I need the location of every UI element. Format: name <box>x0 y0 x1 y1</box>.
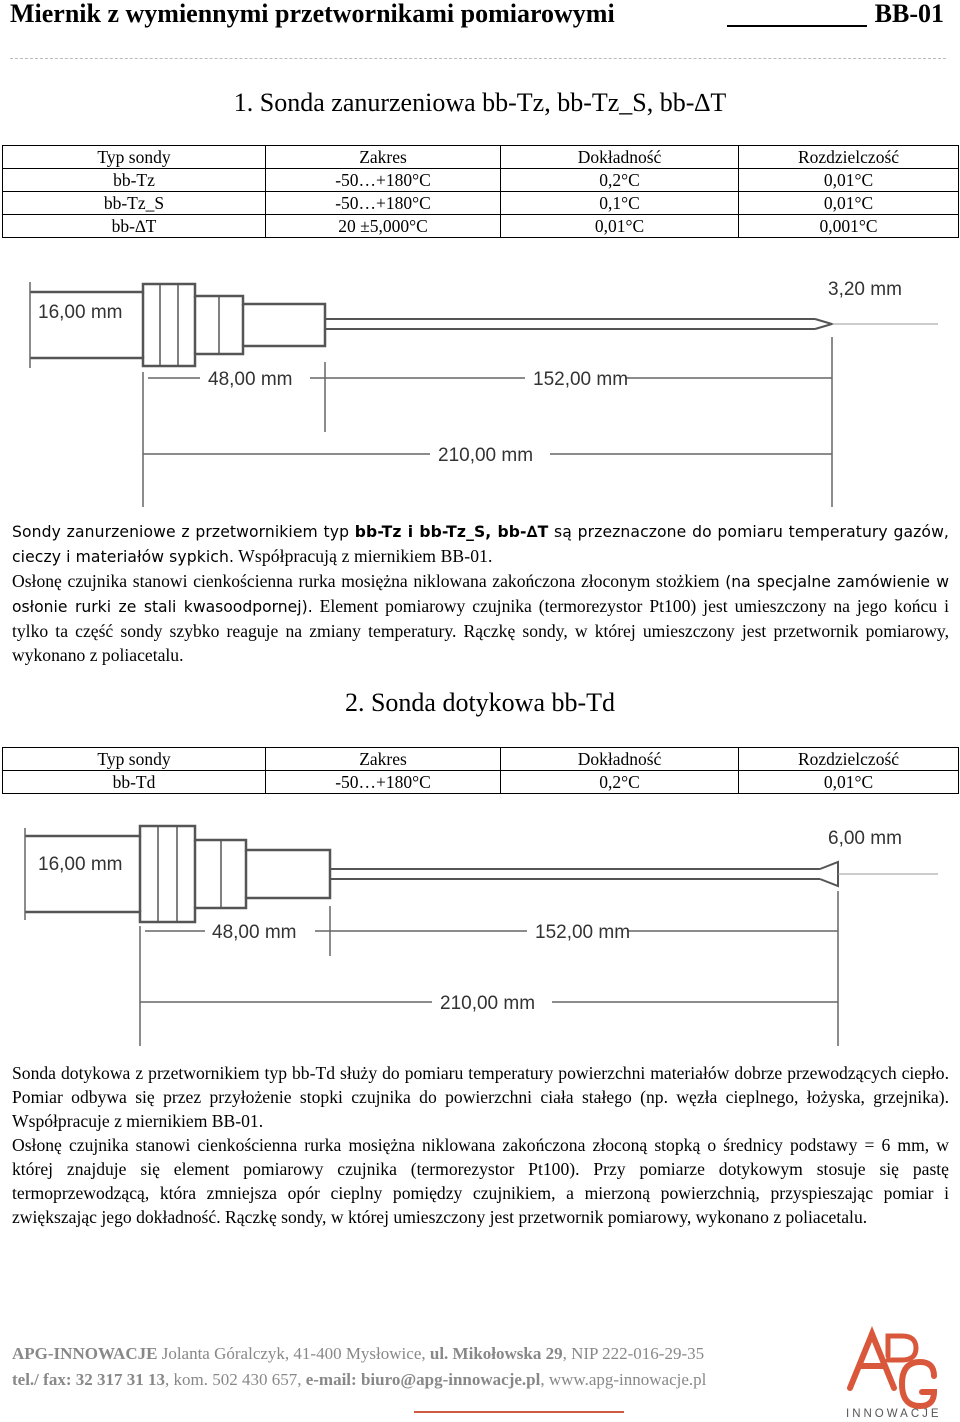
table-cell: bb-Tz_S <box>3 192 266 215</box>
table-cell: bb-∆T <box>3 215 266 238</box>
table-header-cell: Rozdzielczość <box>739 146 959 169</box>
section2-title: 2. Sonda dotykowa bb-Td <box>344 688 616 717</box>
website-link[interactable]: , www.apg-innowacje.pl <box>540 1370 707 1389</box>
table-cell: 0,2°C <box>501 169 739 192</box>
handle-length-label: 48,00 mm <box>212 922 297 943</box>
total-length-label: 210,00 mm <box>438 445 534 466</box>
owner-city: Jolanta Góralczyk, 41-400 Mysłowice, <box>157 1344 430 1363</box>
table-cell: 0,01°C <box>739 169 959 192</box>
section1-title: 1. Sonda zanurzeniowa bb-Tz, bb-Tz_S, bb-∆T <box>233 88 727 117</box>
table-cell: 20 ±5,000°C <box>266 215 501 238</box>
table-cell: 0,01°C <box>739 771 959 794</box>
probe-types-bold: bb-Tz i bb-Tz_S, bb-∆T <box>354 523 549 541</box>
table-header-cell: Typ sondy <box>3 146 266 169</box>
table-cell: -50…+180°C <box>266 169 501 192</box>
table-row <box>3 215 959 238</box>
table-row <box>3 771 959 794</box>
tip-label: 3,20 mm <box>828 279 902 300</box>
phone: tel./ fax: 32 317 31 13 <box>12 1370 165 1389</box>
handle-length-label: 48,00 mm <box>208 369 293 390</box>
email-link[interactable]: e-mail: biuro@apg-innowacje.pl <box>305 1370 541 1389</box>
text-run: (na specjalne zamówienie w osłonie rurki ze stali kwasoodpornej). <box>12 573 949 616</box>
total-length-label: 210,00 mm <box>440 993 536 1014</box>
table-cell: 0,01°C <box>739 192 959 215</box>
table-cell: 0,2°C <box>501 771 739 794</box>
text-run: Sondy zanurzeniowe z przetwornikiem typ <box>12 523 355 541</box>
table-cell: 0,1°C <box>501 192 739 215</box>
table-cell: 0,01°C <box>501 215 739 238</box>
table-row <box>3 192 959 215</box>
text-run: Współpracują z miernikiem BB-01. <box>234 546 493 566</box>
page-header <box>10 0 946 40</box>
section1-spec-table <box>2 145 959 238</box>
table-header-cell: Dokładność <box>501 146 739 169</box>
table-cell: -50…+180°C <box>266 771 501 794</box>
contact-probe-drawing <box>0 806 960 1056</box>
table-cell: 0,001°C <box>739 215 959 238</box>
table-header-cell: Zakres <box>266 146 501 169</box>
section2-spec-table <box>2 747 959 794</box>
section1-description <box>12 520 949 667</box>
footer-accent-line <box>414 1411 624 1413</box>
table-header-cell: Zakres <box>266 748 501 771</box>
diameter-label: 16,00 mm <box>38 854 123 875</box>
shaft-length-label: 152,00 mm <box>535 922 631 943</box>
section2-description <box>12 1061 949 1229</box>
street: ul. Mikołowska 29 <box>429 1344 563 1363</box>
document-title: Miernik z wymiennymi przetwornikami pomiarowymi <box>10 0 615 28</box>
title-underline <box>727 25 867 27</box>
footer-contact <box>12 1370 706 1390</box>
table-header-cell: Rozdzielczość <box>739 748 959 771</box>
paragraph: Sonda dotykowa z przetwornikiem typ bb-Td służy do pomiaru temperatury powierzchni materiałów dobrze przewodzących ciepło. Pomiar odbywa się przez przyłożenie stopki czujnika do powierzchni ciała stałego (np. węzła cieplnego, łożyska, grzejnika). Współpracuje z miernikiem BB-01. <box>12 1063 949 1131</box>
table-header-cell: Dokładność <box>501 748 739 771</box>
apg-logo <box>842 1326 942 1420</box>
company-name: APG-INNOWACJE <box>12 1344 158 1363</box>
office-phone: , kom. 502 430 657, <box>164 1370 306 1389</box>
text-run: Osłonę czujnika stanowi cienkościenna rurka mosiężna niklowana zakończona złoconym stożkiem <box>12 571 726 591</box>
table-cell: bb-Tz <box>3 169 266 192</box>
table-header-row <box>3 146 959 169</box>
header-divider <box>10 58 946 59</box>
document-code: BB-01 <box>874 0 944 28</box>
logo-wordmark: INNOWACJE <box>846 1408 942 1420</box>
table-cell: bb-Td <box>3 771 266 794</box>
probe-tip <box>815 319 832 329</box>
probe-contact-foot <box>820 862 838 886</box>
table-cell: -50…+180°C <box>266 192 501 215</box>
paragraph: Osłonę czujnika stanowi cienkościenna rurka mosiężna niklowana zakończona złoconą stopką o średnicy podstawy = 6 mm, w której znajduje się element pomiarowy czujnika (termorezystor Pt100). Przy pomiarze dotykowym stosuje się pastę termoprzewodzącą, która zmniejsza opór cieplny pomiędzy czujnikiem, a mierzoną powierzchnią, przyspieszając pomiar i zwiększając jego dokładność. Rączkę sondy, w której umieszczony jest przetwornik pomiarowy, wykonano z poliacetalu. <box>12 1135 949 1227</box>
table-header-row <box>3 748 959 771</box>
text-run: Element pomiarowy czujnika (termorezystor Pt100) jest umieszczony na jego końcu i tylko ta część sondy szybko reaguje na zmiany temperatury. Rączkę sondy, w której umieszczony jest przetwornik pomiarowy, wykonano z poliacetalu. <box>12 596 949 665</box>
table-header-cell: Typ sondy <box>3 748 266 771</box>
immersion-probe-drawing <box>0 262 960 512</box>
diameter-label: 16,00 mm <box>38 302 123 323</box>
table-row <box>3 169 959 192</box>
footer-address <box>12 1344 704 1364</box>
nip: , NIP 222-016-29-35 <box>562 1344 705 1363</box>
tip-label: 6,00 mm <box>828 828 902 849</box>
text-run: są przeznaczone do pomiaru temperatury gazów, cieczy i materiałów sypkich. <box>12 523 949 566</box>
shaft-length-label: 152,00 mm <box>533 369 629 390</box>
